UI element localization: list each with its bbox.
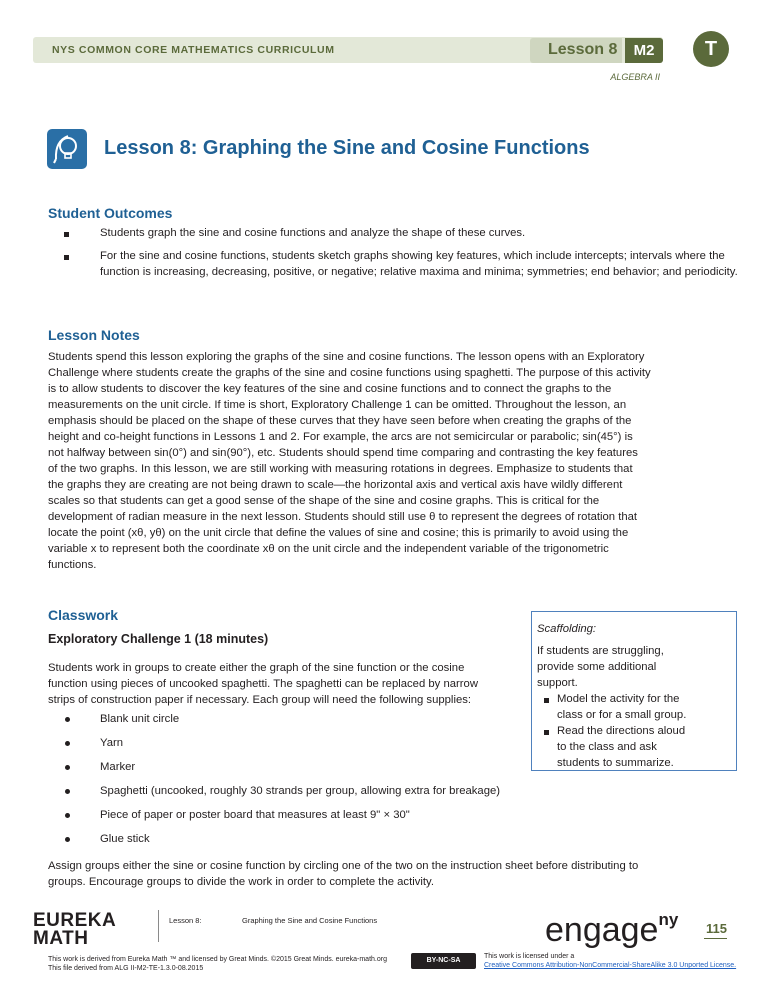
scaffolding-title: Scaffolding: [537, 623, 597, 635]
supply-bullet [65, 789, 70, 794]
page-number: 115 [704, 921, 727, 939]
logo-line: MATH [33, 928, 89, 949]
intro-line: Students work in groups to create either the graph of the sine function or the cosine [48, 662, 465, 674]
challenge-intro [48, 660, 518, 708]
scaffolding-bullet [544, 698, 549, 703]
notes-line: height and co-height functions in Lessons 1 and 2. For example, the arcs are not semicircular or parabolic; sin(45°) is [48, 431, 633, 443]
derived-notice [48, 955, 387, 973]
supply-bullet [65, 837, 70, 842]
page-title: Lesson 8: Graphing the Sine and Cosine Functions [104, 137, 590, 159]
notes-line: not halfway between sin(0°) and sin(90°), etc. Students should spend time comparing and contrasting the key features [48, 447, 638, 459]
supply-item: Yarn [100, 737, 124, 749]
outcome-bullet [64, 255, 69, 260]
notes-line: development of radian measure in the next lesson. Students should still use θ to represent the degrees of rotation that [48, 511, 638, 523]
supply-item: Piece of paper or poster board that measures at least 9" × 30" [100, 809, 410, 821]
footer-divider [158, 910, 159, 942]
scaffolding-item-line: students to summarize. [557, 757, 674, 769]
logo-line: EUREKA [33, 910, 117, 931]
notes-line: variable x to represent both the coordinate xθ on the unit circle and the independent variable of the trigonometric [48, 543, 609, 555]
student-outcomes-heading: Student Outcomes [48, 205, 173, 221]
notes-line: is to allow students to discover the key features of the sine and cosine functions and to connect the graphs to the [48, 383, 612, 395]
notes-line: locate the point (xθ, yθ) on the unit circle that define the values of sine and cosine; this is primarily to avoid using the [48, 527, 629, 539]
license-line: This work is licensed under a [484, 953, 575, 960]
engageny-logo [545, 910, 678, 950]
scaffolding-item-line: class or for a small group. [557, 709, 687, 721]
derived-line: This file derived from ALG II-M2-TE-1.3.0-08.2015 [48, 965, 204, 972]
notes-line: functions. [48, 559, 97, 571]
engage-text: engage [545, 911, 659, 949]
notes-line: Challenge where students create the graphs of the sine and cosine functions using spaghetti. The purpose of this activity [48, 367, 651, 379]
derived-line: This work is derived from Eureka Math ™ and licensed by Great Minds. ©2015 Great Minds. eureka-math.org [48, 956, 387, 963]
scaffolding-item [557, 723, 685, 771]
assign-paragraph [48, 858, 748, 890]
footer-lesson-label: Lesson 8: [169, 916, 202, 925]
scaffolding-bullet [544, 730, 549, 735]
outcome-item: For the sine and cosine functions, students sketch graphs showing key features, which include intercepts; intervals where the function is increasing, decreasing, positive, or negative; relative maxima and minima; symmetries; end behavior; and periodicity. [100, 250, 738, 278]
lesson-tab [530, 38, 622, 63]
supply-bullet [65, 717, 70, 722]
notes-line: emphasis should be placed on the shape of these curves that they have seen before when creating the graphs of the [48, 415, 632, 427]
scaffolding-item-line: to the class and ask [557, 741, 657, 753]
outcome-item: Students graph the sine and cosine functions and analyze the shape of these curves. [100, 227, 526, 239]
supply-item: Blank unit circle [100, 713, 180, 725]
supply-bullet [65, 813, 70, 818]
lesson-label: Lesson 8 [548, 41, 618, 58]
curriculum-label: NYS COMMON CORE MATHEMATICS CURRICULUM [52, 44, 335, 56]
assign-line: groups. Encourage groups to divide the work in order to complete the activity. [48, 876, 434, 888]
engage-sup: ny [658, 910, 679, 929]
scaffolding-intro-line: If students are struggling, [537, 645, 664, 657]
classwork-heading: Classwork [48, 607, 119, 623]
license-notice [484, 952, 736, 970]
assign-line: Assign groups either the sine or cosine function by circling one of the two on the instruction sheet before distributing to [48, 860, 639, 872]
scaffolding-item [557, 691, 686, 723]
notes-line: of the two graphs. In this lesson, we are still working with measuring rotations in degrees. Emphasize to students that [48, 463, 633, 475]
scaffolding-item-line: Model the activity for the [557, 693, 680, 705]
footer-lesson-title: Graphing the Sine and Cosine Functions [242, 916, 378, 925]
supply-bullet [65, 741, 70, 746]
supply-item: Marker [100, 761, 136, 773]
notes-line: the graphs they are creating are not being drawn to scale—the horizontal axis and vertical axis have wildly different [48, 479, 623, 491]
eureka-math-logo [33, 912, 116, 948]
lesson-notes-body [48, 349, 748, 573]
challenge-heading: Exploratory Challenge 1 (18 minutes) [48, 632, 269, 646]
scaffolding-intro-line: support. [537, 677, 578, 689]
cc-license-badge: BY-NC-SA [411, 953, 476, 969]
intro-line: strips of construction paper if necessary. Each group will need the following supplies: [48, 694, 472, 706]
outcome-bullet [64, 232, 69, 237]
scaffolding-item-line: Read the directions aloud [557, 725, 686, 737]
scaffolding-box [531, 611, 737, 771]
lesson-notes-heading: Lesson Notes [48, 327, 140, 343]
supply-bullet [65, 765, 70, 770]
intro-line: function using pieces of uncooked spaghetti. The spaghetti can be replaced by narrow [48, 678, 478, 690]
lightbulb-icon [47, 129, 87, 169]
scaffolding-intro [537, 643, 664, 691]
notes-line: measurements on the unit circle. If time is short, Exploratory Challenge 1 can be omitted. Throughout the lesson, an [48, 399, 627, 411]
notes-line: scales so that students can get a good sense of the shape of the sine and cosine graphs. This is critical for the [48, 495, 600, 507]
module-label: M2 [625, 38, 663, 63]
subject-label: ALGEBRA II [610, 72, 660, 82]
teacher-badge: T [693, 31, 729, 67]
notes-line: Students spend this lesson exploring the graphs of the sine and cosine functions. The lesson opens with an Exploratory [48, 351, 645, 363]
scaffolding-intro-line: provide some additional [537, 661, 657, 673]
supply-item: Spaghetti (uncooked, roughly 30 strands per group, allowing extra for breakage) [100, 785, 501, 797]
supply-item: Glue stick [100, 833, 150, 845]
license-link[interactable]: Creative Commons Attribution-NonCommercial-ShareAlike 3.0 Unported License. [484, 962, 737, 969]
